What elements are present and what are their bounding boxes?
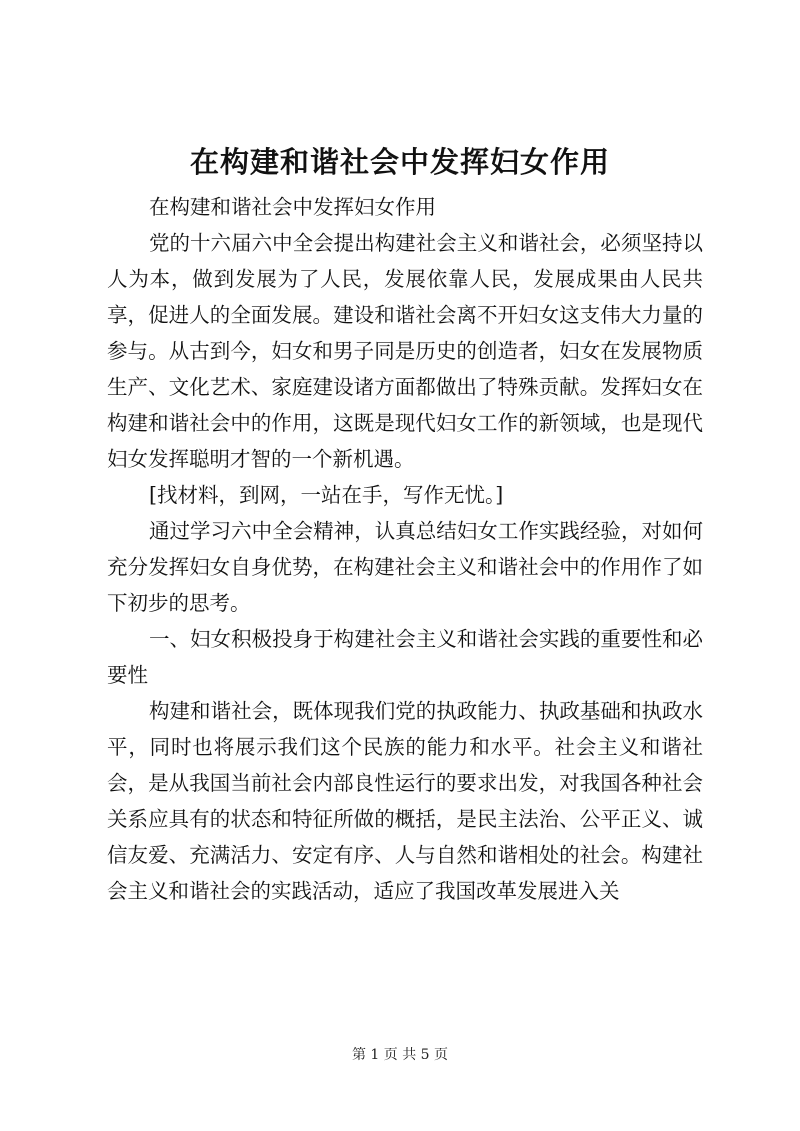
source-note-paragraph: [找材料，到网，一站在手，写作无忧。] <box>149 483 504 507</box>
page-number-footer: 第 1 页 共 5 页 <box>351 1047 449 1063</box>
document-body <box>107 189 703 909</box>
intro-paragraph: 党的十六届六中全会提出构建社会主义和谐社会，必须坚持以人为本，做到发展为了人民，发展依靠人民，发展成果由人民共享，促进人的全面发展。建设和谐社会离不开妇女这支伟大力量的参与。从古到今，妇女和男子同是历史的创造者，妇女在发展物质生产、文化艺术、家庭建设诸方面都做出了特殊贡献。发挥妇女在构建和谐社会中的作用，这既是现代妇女工作的新领域，也是现代妇女发挥聪明才智的一个新机遇。 <box>107 231 703 471</box>
subtitle-paragraph: 在构建和谐社会中发挥妇女作用 <box>149 195 436 219</box>
study-paragraph: 通过学习六中全会精神，认真总结妇女工作实践经验，对如何充分发挥妇女自身优势，在构建社会主义和谐社会中的作用作了如下初步的思考。 <box>107 519 703 615</box>
document-title: 在构建和谐社会中发挥妇女作用 <box>189 145 610 179</box>
section-heading-1: 一、妇女积极投身于构建社会主义和谐社会实践的重要性和必要性 <box>107 627 703 687</box>
harmony-paragraph: 构建和谐社会，既体现我们党的执政能力、执政基础和执政水平，同时也将展示我们这个民族的能力和水平。社会主义和谐社会，是从我国当前社会内部良性运行的要求出发，对我国各种社会关系应具有的状态和特征所做的概括，是民主法治、公平正义、诚信友爱、充满活力、安定有序、人与自然和谐相处的社会。构建社会主义和谐社会的实践活动，适应了我国改革发展进入关 <box>107 699 703 903</box>
